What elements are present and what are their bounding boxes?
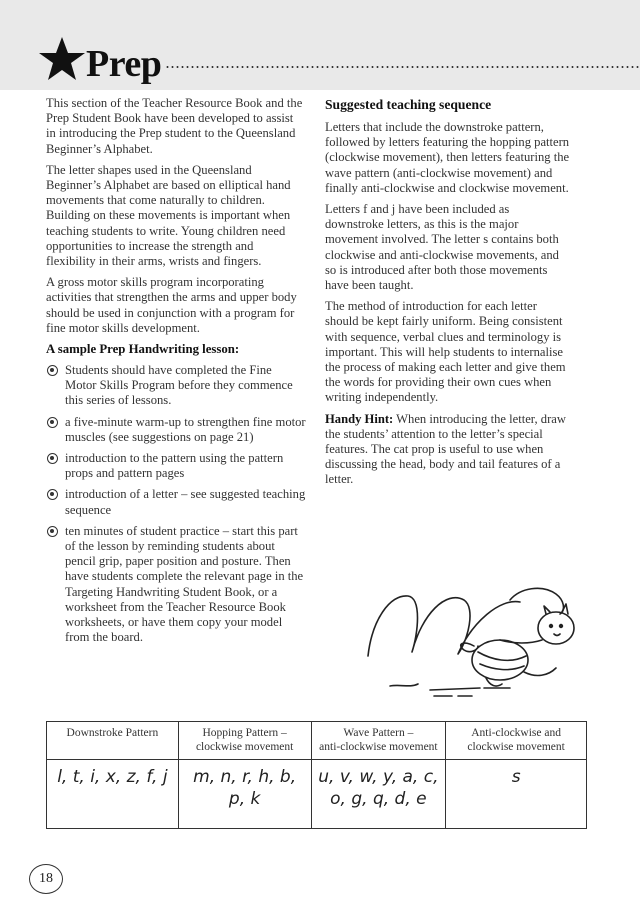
intro-paragraph-1: This section of the Teacher Resource Book and the Prep Student Book have been developed to assist in introducing the Prep student to the Queensland Beginner’s Alphabet. — [46, 96, 303, 156]
sequence-heading: Suggested teaching sequence — [325, 97, 492, 112]
bullet-icon — [47, 365, 58, 376]
bullet-icon — [47, 489, 58, 500]
list-item — [46, 363, 306, 409]
bullet-icon — [47, 417, 58, 428]
handy-hint-paragraph — [325, 412, 570, 488]
table-row — [47, 760, 587, 829]
right-column — [325, 96, 570, 494]
header-dotted-rule — [165, 66, 640, 68]
cell-hopping-letters: m, n, r, h, b, p, k — [178, 760, 311, 829]
sequence-paragraph-2: Letters f and j have been included as downstroke letters, as this is the major movement involved. The letter s contains both clockwise and anti-clockwise movements, and so is introduced after both those movements have been taught. — [325, 202, 559, 293]
lesson-heading: A sample Prep Handwriting lesson: — [46, 342, 240, 357]
handy-hint-label: Handy Hint: — [325, 411, 394, 426]
sequence-paragraph-3: The method of introduction for each letter should be kept fairly uniform. Being consistent with sequence, verbal clues and terminology is important. This will help students to internalise the process of making each letter and give them the words for providing their own cues when writing independently. — [325, 299, 566, 405]
list-item-text: Students should have completed the Fine Motor Skills Program before they commence this series of lessons. — [65, 363, 293, 408]
list-item — [46, 415, 306, 445]
star-icon — [38, 36, 86, 82]
bullet-icon — [47, 453, 58, 464]
page-title: Prep — [86, 43, 162, 85]
table-header-row — [47, 722, 587, 760]
cell-anti-clockwise-letters: s — [446, 760, 587, 829]
cell-wave-letters: u, v, w, y, a, c, o, g, q, d, e — [311, 760, 446, 829]
sequence-paragraph-1: Letters that include the downstroke pattern, followed by letters featuring the hopping pattern (clockwise movement), then letters featuring the wave pattern (anti-clockwise movement) and finally anti-clockwise and clockwise movement. — [325, 120, 570, 195]
page-number: 18 — [39, 871, 53, 886]
left-column — [46, 96, 306, 652]
list-item — [46, 451, 306, 481]
list-item-text: ten minutes of student practice – start this part of the lesson by reminding students about pencil grip, paper position and posture. Then have students complete the relevant page in the Targeting Handwriting Student Book, or a worksheet from the Teacher Resource Book worksheets, or have them copy your model from the board. — [65, 523, 304, 645]
lesson-list — [46, 363, 306, 645]
pattern-table — [46, 721, 587, 829]
header-wave: Wave Pattern – anti-clockwise movement — [311, 722, 446, 760]
intro-paragraph-3: A gross motor skills program incorporating activities that strengthen the arms and upper body should be used in conjunction with a program for fine motor skills development. — [46, 275, 297, 335]
header-anti-clockwise: Anti-clockwise and clockwise movement — [446, 722, 587, 760]
header-downstroke: Downstroke Pattern — [47, 722, 179, 760]
bullet-icon — [47, 526, 58, 537]
cat-jumping-illustration — [360, 560, 592, 708]
list-item-text: a five-minute warm-up to strengthen fine motor muscles (see suggestions on page 21) — [65, 414, 306, 444]
list-item-text: introduction to the pattern using the pattern props and pattern pages — [65, 451, 284, 481]
list-item-text: introduction of a letter – see suggested teaching sequence — [65, 487, 306, 517]
handy-hint-text: When introducing the letter, draw the students’ attention to the letter’s special features. The cat prop is useful to use when discussing the head, body and tail features of a letter. — [325, 411, 566, 487]
list-item — [46, 524, 306, 646]
list-item — [46, 487, 306, 517]
header-hopping: Hopping Pattern – clockwise movement — [178, 722, 311, 760]
cell-downstroke-letters: l, t, i, x, z, f, j — [47, 760, 179, 829]
intro-paragraph-2: The letter shapes used in the Queensland Beginner’s Alphabet are based on elliptical hand movements that come naturally to children. Building on these movements is important when teaching students to write. Young children need opportunities to increase the strength and flexibility in their arms, wrists and fingers. — [46, 162, 291, 269]
page-number-badge — [29, 864, 63, 894]
